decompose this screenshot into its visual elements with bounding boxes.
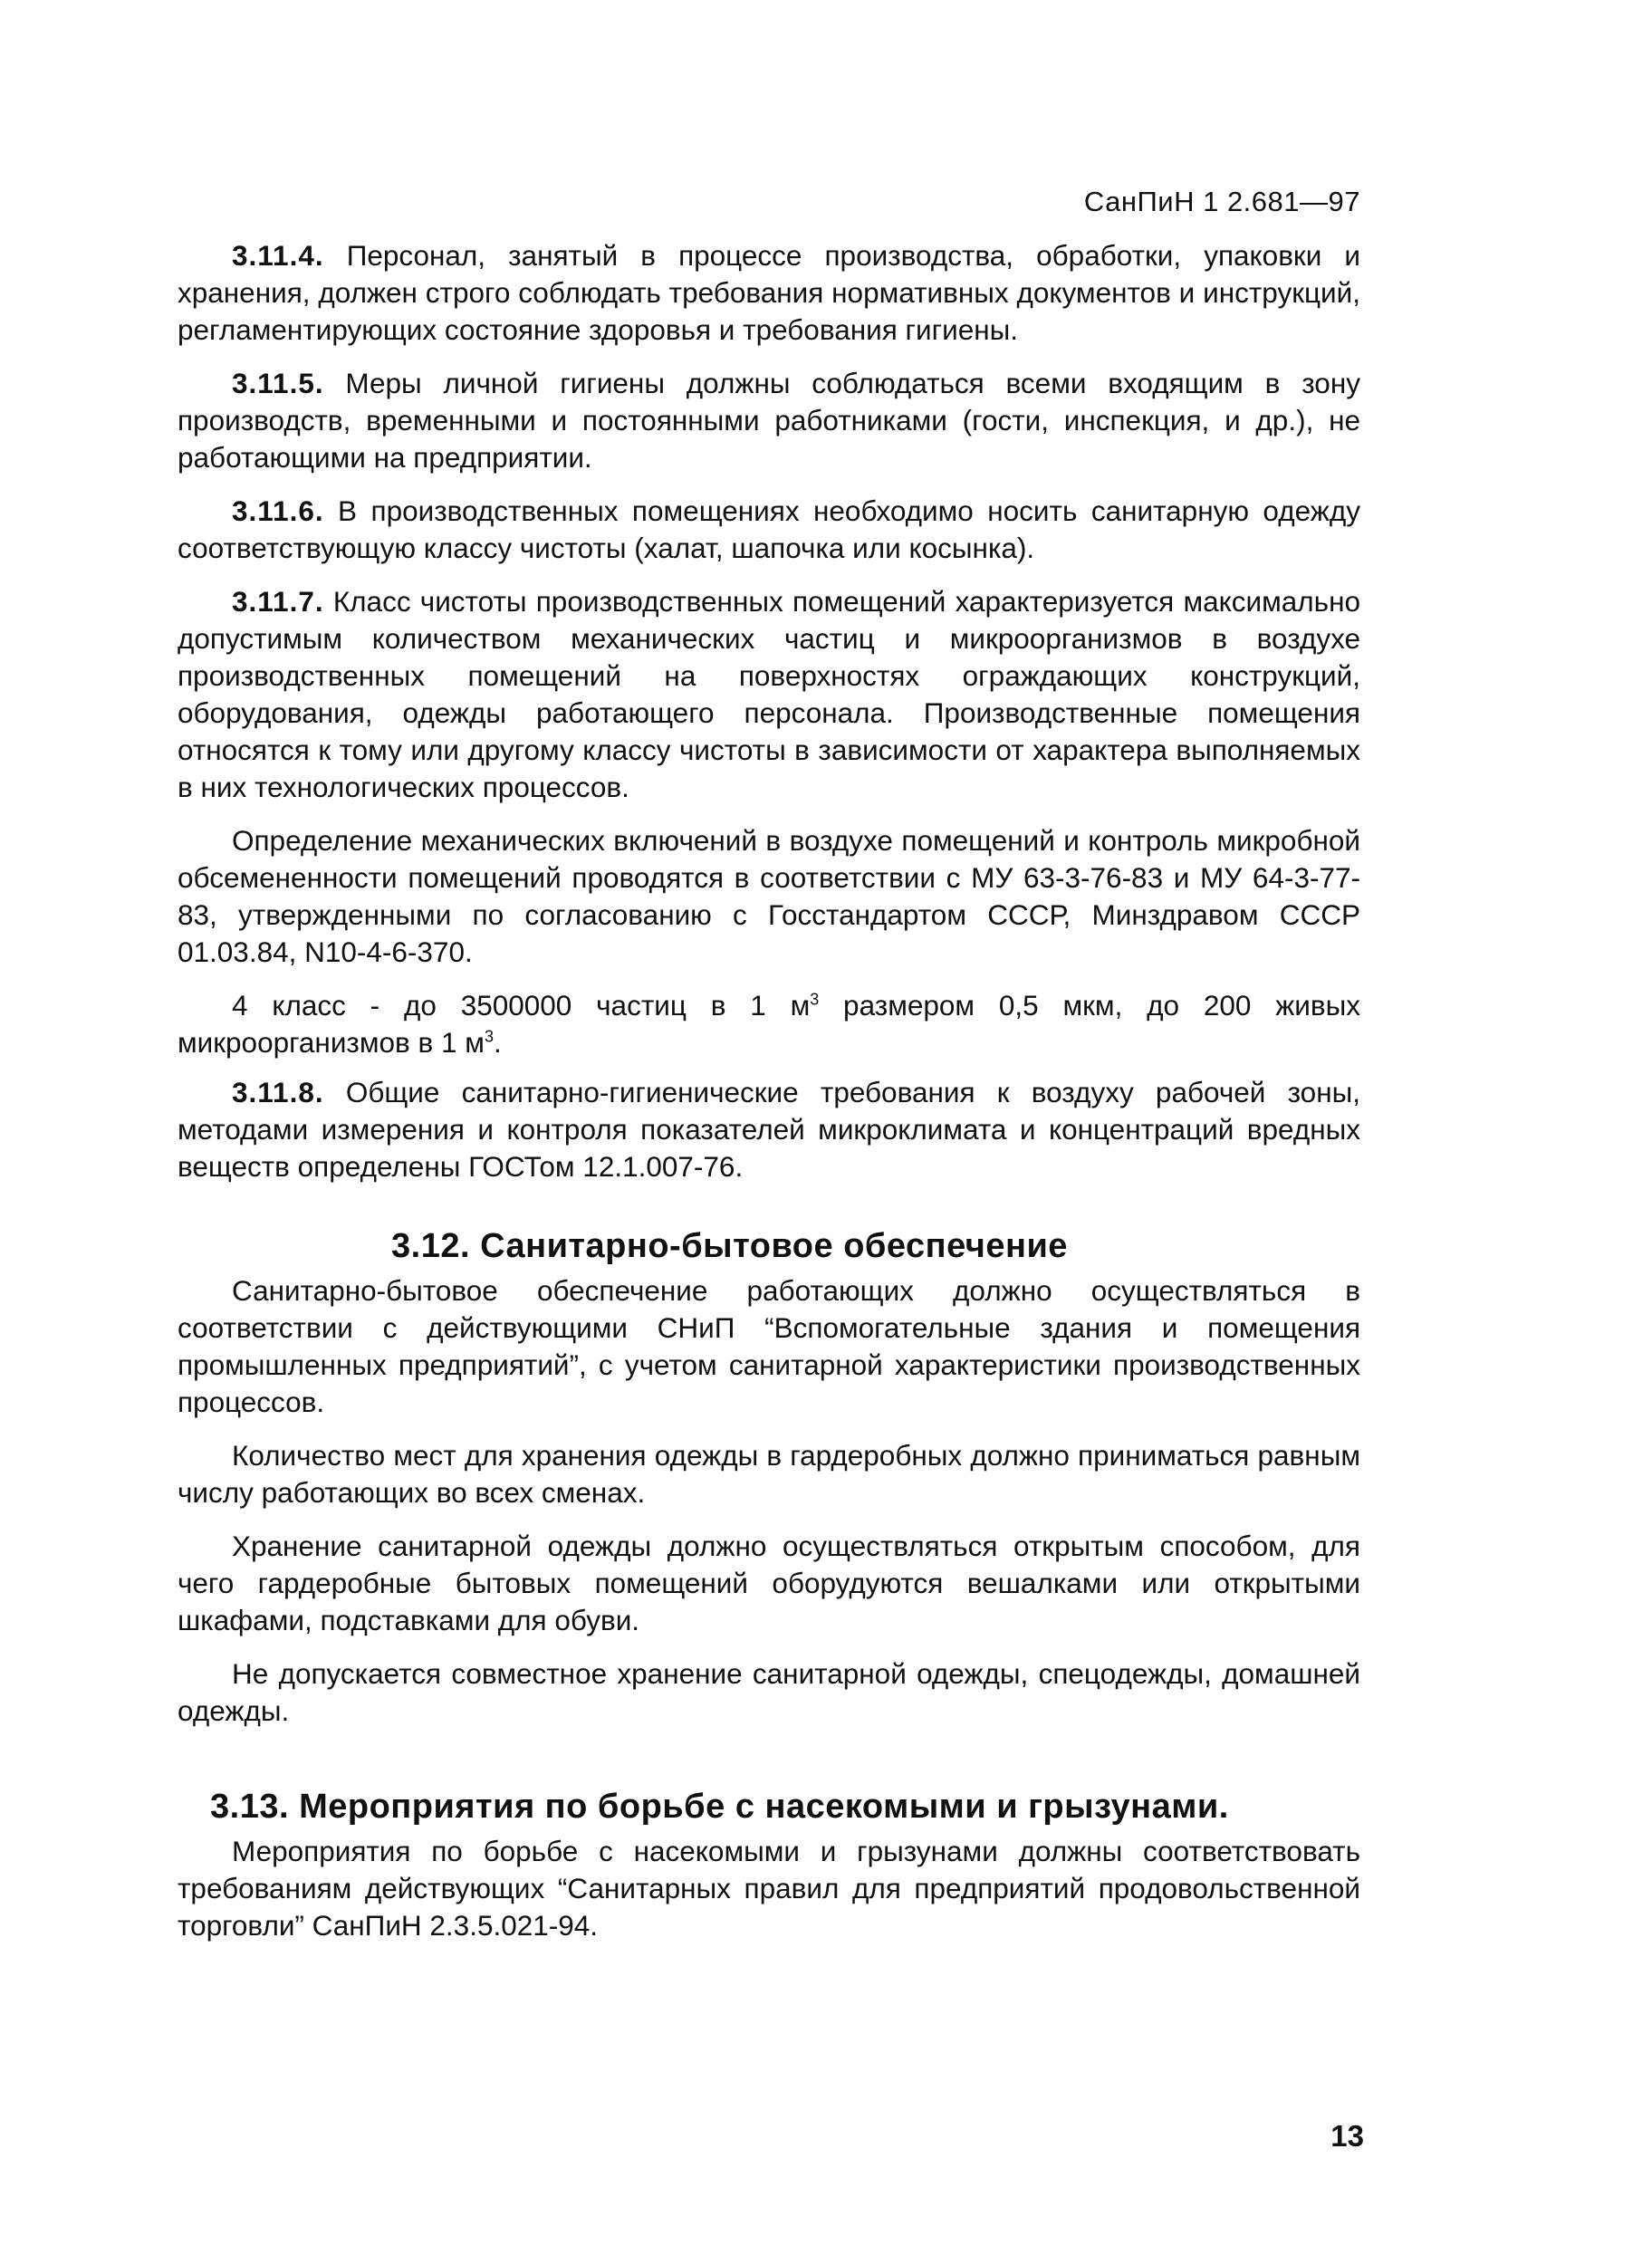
paragraph-3-11-4: [178, 237, 1360, 349]
paragraph-number: 3.11.7.: [232, 585, 324, 618]
paragraph-3-11-7: [178, 583, 1360, 806]
paragraph-text: Персонал, занятый в процессе производства, обработки, упаковки и хранения, должен строго соблюдать требования нормативных документов и инструкций, регламентирующих состояние здоровья и требования гигиены.: [178, 239, 1360, 346]
running-header: СанПиН 1 2.681—97: [1083, 186, 1360, 217]
section-3-12-paragraph: Количество мест для хранения одежды в гардеробных должно приниматься равным числу работающих во всех сменах.: [178, 1439, 1360, 1509]
section-3-12-paragraph: Не допускается совместное хранение санитарной одежды, спецодежды, домашней одежды.: [178, 1657, 1360, 1727]
paragraph-text: Общие санитарно-гигиенические требования к воздуху рабочей зоны, методами измерения и контроля показателей микроклимата и концентраций вредных веществ определены ГОСТом 12.1.007-76.: [178, 1076, 1360, 1183]
section-3-12-paragraph: Санитарно-бытовое обеспечение работающих должно осуществляться в соответствии с действующими СНиП “Вспомогательные здания и помещения промышленных предприятий”, с учетом санитарной характеристики производственных процессов.: [178, 1274, 1360, 1418]
paragraph-number: 3.11.4.: [232, 239, 324, 272]
superscript-3: 3: [484, 1027, 494, 1046]
paragraph-3-11-6: [178, 493, 1360, 567]
paragraph-text: Меры личной гигиены должны соблюдаться всеми входящим в зону производств, временными и постоянными работниками (гости, инспекция, и др.), не работающими на предприятии.: [178, 367, 1360, 474]
paragraph-3-11-8: [178, 1074, 1360, 1185]
page-content: [178, 237, 1360, 1961]
paragraph-text: Класс чистоты производственных помещений характеризуется максимально допустимым количеством механических частиц и микроорганизмов в воздухе производственных помещений на поверхностях ограждающих конструкций, оборудования, одежды работающего персонала. Производственные помещения относятся к тому или другому классу чистоты в зависимости от характера выполняемых в них технологических процессов.: [178, 585, 1360, 803]
paragraph-number: 3.11.8.: [232, 1076, 324, 1108]
section-3-13-paragraph: Мероприятия по борьбе с насекомыми и грызунами должны соответствовать требованиям действующих “Санитарных правил для предприятий продовольственной торговли” СанПиН 2.3.5.021-94.: [178, 1835, 1360, 1942]
class-4-paragraph: [178, 987, 1360, 1061]
section-heading-3-13: 3.13. Мероприятия по борьбе с насекомыми и грызунами.: [210, 1788, 1229, 1826]
paragraph-3-11-5: [178, 365, 1360, 476]
paragraph-number: 3.11.5.: [232, 367, 324, 399]
page-number: 13: [1330, 2119, 1364, 2153]
class-4-text-end: .: [493, 1026, 502, 1059]
paragraph-number: 3.11.6.: [232, 494, 324, 527]
class-4-text-middle: размером 0,5 мкм, до 200 живых микроорганизмов в 1 м: [178, 989, 1360, 1059]
section-3-12-paragraph: Хранение санитарной одежды должно осуществляться открытым способом, для чего гардеробные бытовых помещений оборудуются вешалками или открытыми шкафами, подставками для обуви.: [178, 1530, 1360, 1636]
superscript-3: 3: [810, 990, 820, 1009]
paragraph-text: В производственных помещениях необходимо носить санитарную одежду соответствующую классу чистоты (халат, шапочка или косынка).: [178, 494, 1360, 564]
definition-paragraph: Определение механических включений в воздухе помещений и контроль микробной обсемененности помещений проводятся в соответствии с МУ 63-3-76-83 и МУ 64-3-77-83, утвержденными по согласованию с Госстандартом СССР, Минздравом СССР 01.03.84, N10-4-6-370.: [178, 824, 1360, 968]
class-4-text-start: 4 класс - до 3500000 частиц в 1 м: [232, 989, 811, 1022]
section-heading-3-12: 3.12. Санитарно-бытовое обеспечение: [391, 1227, 1068, 1265]
